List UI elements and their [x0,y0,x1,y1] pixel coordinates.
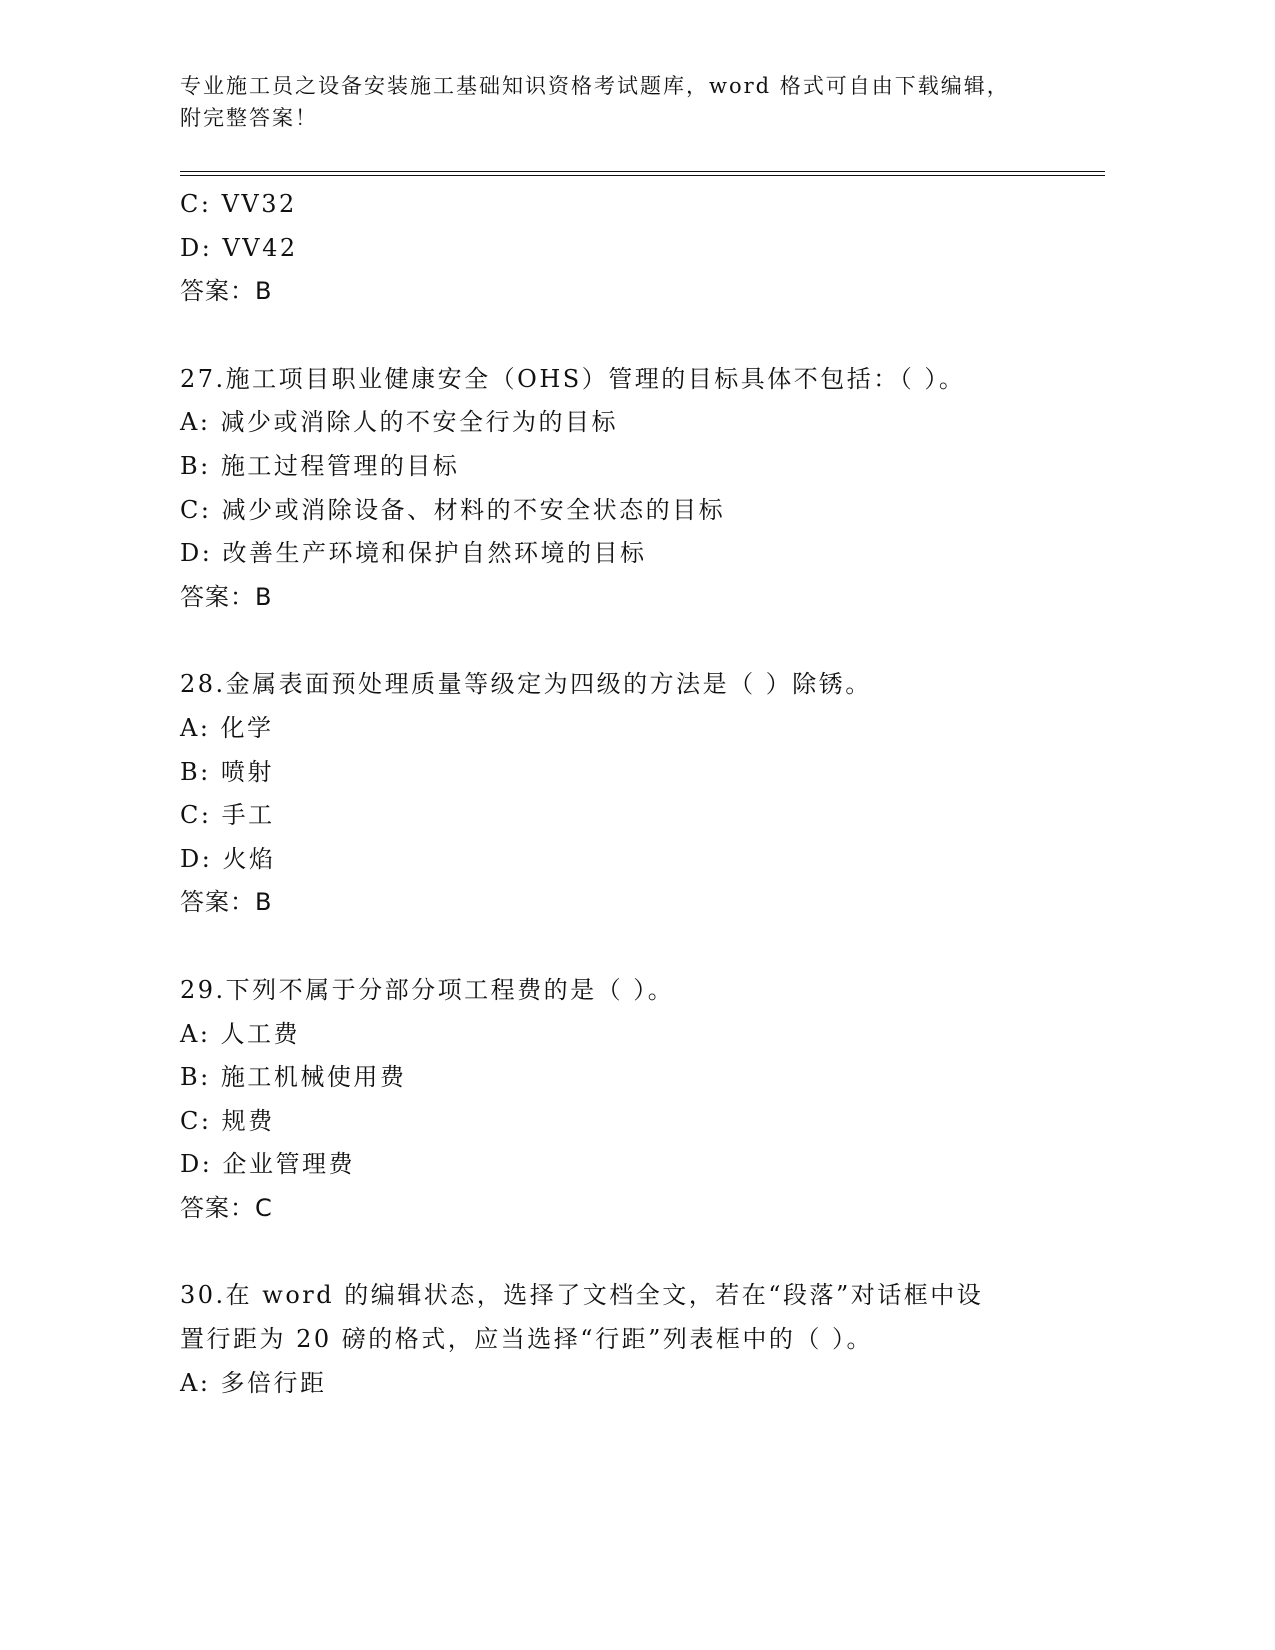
question-stem: 29.下列不属于分部分项工程费的是（ ）。 [180,975,675,1004]
document-header [180,70,1040,134]
answer-line: 答案：B [180,888,273,917]
option-c: C: 减少或消除设备、材料的不安全状态的目标 [180,495,726,524]
header-divider-top [180,171,1105,172]
option-d: D: 企业管理费 [180,1150,355,1179]
answer-line: 答案：B [180,277,273,306]
option-d: D: 改善生产环境和保护自然环境的目标 [180,539,647,568]
header-divider-bottom [180,175,1105,176]
option-b: B: 施工机械使用费 [180,1063,407,1092]
header-line-2: 附完整答案！ [180,106,318,130]
option-d: D: 火焰 [180,844,276,873]
option-a: A: 化学 [180,713,274,742]
option-a: A: 减少或消除人的不安全行为的目标 [180,408,619,437]
option-a: A: 多倍行距 [180,1368,327,1397]
option-c: C: 手工 [180,801,275,830]
header-line-1: 专业施工员之设备安装施工基础知识资格考试题库，word 格式可自由下载编辑， [180,74,1010,98]
question-stem-line-1: 30.在 word 的编辑状态，选择了文档全文，若在“段落”对话框中设 [180,1281,984,1310]
question-stem-line-2: 置行距为 20 磅的格式，应当选择“行距”列表框中的（ ）。 [180,1325,873,1354]
question-gap [180,619,1080,663]
option-c: C: 规费 [180,1106,275,1135]
option-c: C: VV32 [180,190,297,218]
answer-line: 答案：C [180,1193,273,1222]
question-gap [180,1230,1080,1274]
question-gap [180,314,1080,358]
question-gap [180,925,1080,969]
answer-line: 答案：B [180,582,273,611]
question-stem: 28.金属表面预处理质量等级定为四级的方法是（ ）除锈。 [180,670,872,699]
question-block-30 [180,1274,1080,1405]
option-b: B: 施工过程管理的目标 [180,451,460,480]
option-b: B: 喷射 [180,757,274,786]
question-block-28 [180,663,1080,925]
question-stem: 27.施工项目职业健康安全（OHS）管理的目标具体不包括：（ ）。 [180,364,966,393]
question-body [180,183,1080,1405]
question-block-previous [180,183,1080,314]
question-block-27 [180,358,1080,620]
option-a: A: 人工费 [180,1019,301,1048]
question-block-29 [180,969,1080,1231]
option-d: D: VV42 [180,233,298,262]
